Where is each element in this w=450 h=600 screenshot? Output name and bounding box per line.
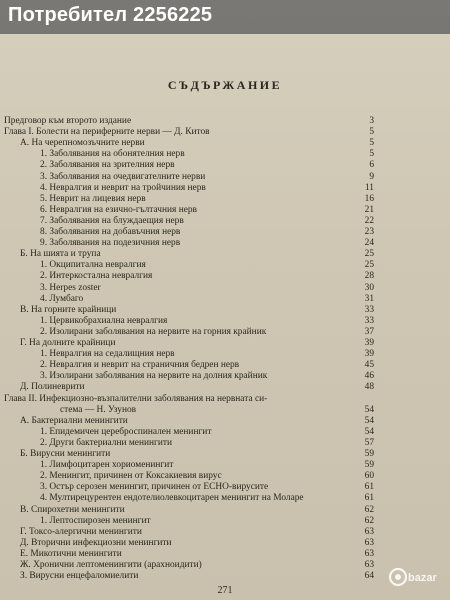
toc-entry-title: 1. Окципитална невралгия (40, 260, 146, 271)
toc-entry-title: Ж. Хронични лептоменингити (арахноидити) (20, 560, 202, 570)
toc-entry-page: 33 (364, 315, 374, 326)
toc-entry-page: 16 (364, 193, 374, 204)
toc-entry-title: 2. Изолирани заболявания на нервите на горния крайник (40, 326, 267, 337)
toc-entry-page: 6 (369, 160, 374, 171)
toc-entry-title: Е. Микотични менингити (20, 548, 122, 559)
toc-entry-title: 2. Заболявания на зрителния нерв (40, 160, 175, 171)
toc-entry-title: 1. Епидемичен цереброспинален менингит (40, 426, 212, 437)
toc-entry-title: 3. Herpes zoster (40, 282, 101, 293)
toc-entry-page: 22 (364, 215, 374, 226)
toc-entry-page: 48 (364, 382, 374, 393)
toc-entry-page: 62 (364, 504, 374, 515)
toc-entry-page: 5 (369, 127, 374, 138)
toc-entry-page: 64 (364, 571, 374, 582)
toc-entry-page: 5 (369, 138, 374, 149)
toc-entry-page: 63 (364, 537, 374, 548)
toc-entry-title: Д. Полиневрити (20, 382, 85, 393)
toc-entry-title: 8. Заболявания на добавъчния нерв (40, 227, 181, 237)
toc-entry-title: 1. Лептоспирозен менингит (40, 515, 151, 526)
page-number: 271 (217, 585, 233, 596)
toc-entry-title: Предговор към второто издание (4, 116, 132, 126)
toc-entry-title: Г. Токсо-алергични менингити (20, 526, 142, 537)
toc-entry-page: 23 (364, 227, 374, 237)
toc-entry-page: 54 (364, 404, 374, 415)
toc-entry-page: 54 (364, 426, 374, 437)
toc-entry-title: 3. Заболявания на очедвигателните нерви (40, 171, 206, 182)
user-banner (0, 0, 450, 34)
toc-entry-page: 31 (364, 293, 374, 304)
toc-entry-page: 60 (364, 471, 374, 482)
toc-entry-page: 61 (364, 493, 374, 504)
toc-entry-title: 1. Заболявания на обонятелния нерв (40, 149, 185, 160)
toc-entry-page: 59 (364, 449, 374, 459)
toc-entry-page: 61 (364, 482, 374, 493)
toc-entry-page: 59 (364, 460, 374, 471)
watermark-svg (386, 560, 444, 594)
toc-entry-title: 9. Заболявания на подезичния нерв (40, 238, 181, 249)
toc-entry-title: 1. Лимфоцитарен хориоменингит (40, 460, 174, 471)
toc-entry-title: 1. Цервикобрахиална невралгия (40, 315, 168, 326)
toc-entry-page: 33 (364, 304, 374, 315)
toc-entry-page: 24 (364, 238, 374, 249)
toc-entry-page: 21 (364, 204, 374, 215)
toc-entry-title: Б. На шията и трупа (20, 249, 101, 260)
toc-entry-title: А. Бактериални менингити (20, 415, 128, 426)
toc-entry-page: 46 (364, 371, 374, 382)
toc-entry-page: 9 (369, 171, 374, 182)
toc-entry-title: 4. Мултирецурентен ендотелиолевкоцитарен менингит на Моларе (40, 493, 304, 504)
toc-entry-title: 2. Други бактериални менингити (40, 437, 172, 448)
toc-entry-page: 45 (364, 360, 374, 371)
toc-entry-page: 28 (364, 271, 374, 282)
toc-entry-page: 63 (364, 548, 374, 559)
toc-entry-page: 39 (364, 349, 374, 360)
bazar-watermark-logo (386, 560, 444, 594)
toc-entry-title: Глава I. Болести на периферните нерви — Д. Китов (4, 127, 210, 138)
toc-entry-title: З. Вирусни енцефаломиелити (20, 571, 139, 582)
toc-entry-title: Глава II. Инфекциозно-възпалителни заболявания на нервната си- (4, 393, 268, 404)
toc-entry-title: В. Спирохетни менингити (20, 504, 125, 515)
toc-entry-page: 62 (364, 515, 374, 526)
toc-entry-title: 3. Изолирани заболявания на нервите на долния крайник (40, 371, 268, 382)
toc-entry-title: стема — Н. Узунов (60, 404, 137, 415)
toc-entry-page: 54 (364, 415, 374, 426)
toc-entry-title: 2. Интеркостална невралгия (40, 271, 153, 282)
toc-entry-title: 7. Заболявания на блуждаещия нерв (40, 215, 184, 226)
toc-entry-title: А. На черепномозъчните нерви (20, 138, 145, 149)
banner-text: Потребител 2256225 (8, 4, 213, 26)
document-title: СЪДЪРЖАНИЕ (167, 78, 283, 92)
toc-entry-title: 2. Менингит, причинен от Коксакиевия вирус (40, 471, 222, 482)
toc-entry-page: 30 (364, 282, 374, 293)
toc-entry-title: 4. Лумбаго (40, 293, 84, 304)
toc-entry-title: 2. Невралгия и неврит на страничния бедрен нерв (40, 360, 240, 371)
toc-entry-title: 1. Невралгия на седалищния нерв (40, 349, 175, 360)
toc-entry-page: 25 (364, 260, 374, 271)
toc-entry-page: 25 (364, 249, 374, 260)
svg-text:bazar: bazar (408, 572, 437, 584)
toc-entry-title: В. На горните крайници (20, 304, 117, 315)
toc-entry-page: 3 (369, 116, 374, 126)
toc-entry-page: 63 (364, 560, 374, 570)
toc-entry-page: 63 (364, 526, 374, 537)
toc-entry-title: 4. Невралгия и неврит на тройчиния нерв (40, 182, 206, 193)
toc-entry-title: 5. Неврит на лицевия нерв (40, 193, 146, 204)
toc-entry-title: 6. Невралгия на езично-гълтачния нерв (40, 204, 197, 215)
toc-entry-title: Б. Вирусни менингити (20, 449, 111, 459)
toc-entry-page: 39 (364, 338, 374, 348)
toc-entry-page: 37 (364, 326, 374, 337)
toc-entry-page: 5 (369, 149, 374, 160)
toc-entry-page: 11 (364, 182, 374, 193)
toc-entry-title: 3. Остър серозен менингит, причинен от ECHO-вирусите (40, 482, 269, 493)
toc-entry-title: Г. На долните крайници (20, 338, 116, 348)
toc-entry-title: Д. Вторични инфекциозни менингити (20, 537, 172, 548)
toc-entry-page: 57 (364, 437, 374, 448)
